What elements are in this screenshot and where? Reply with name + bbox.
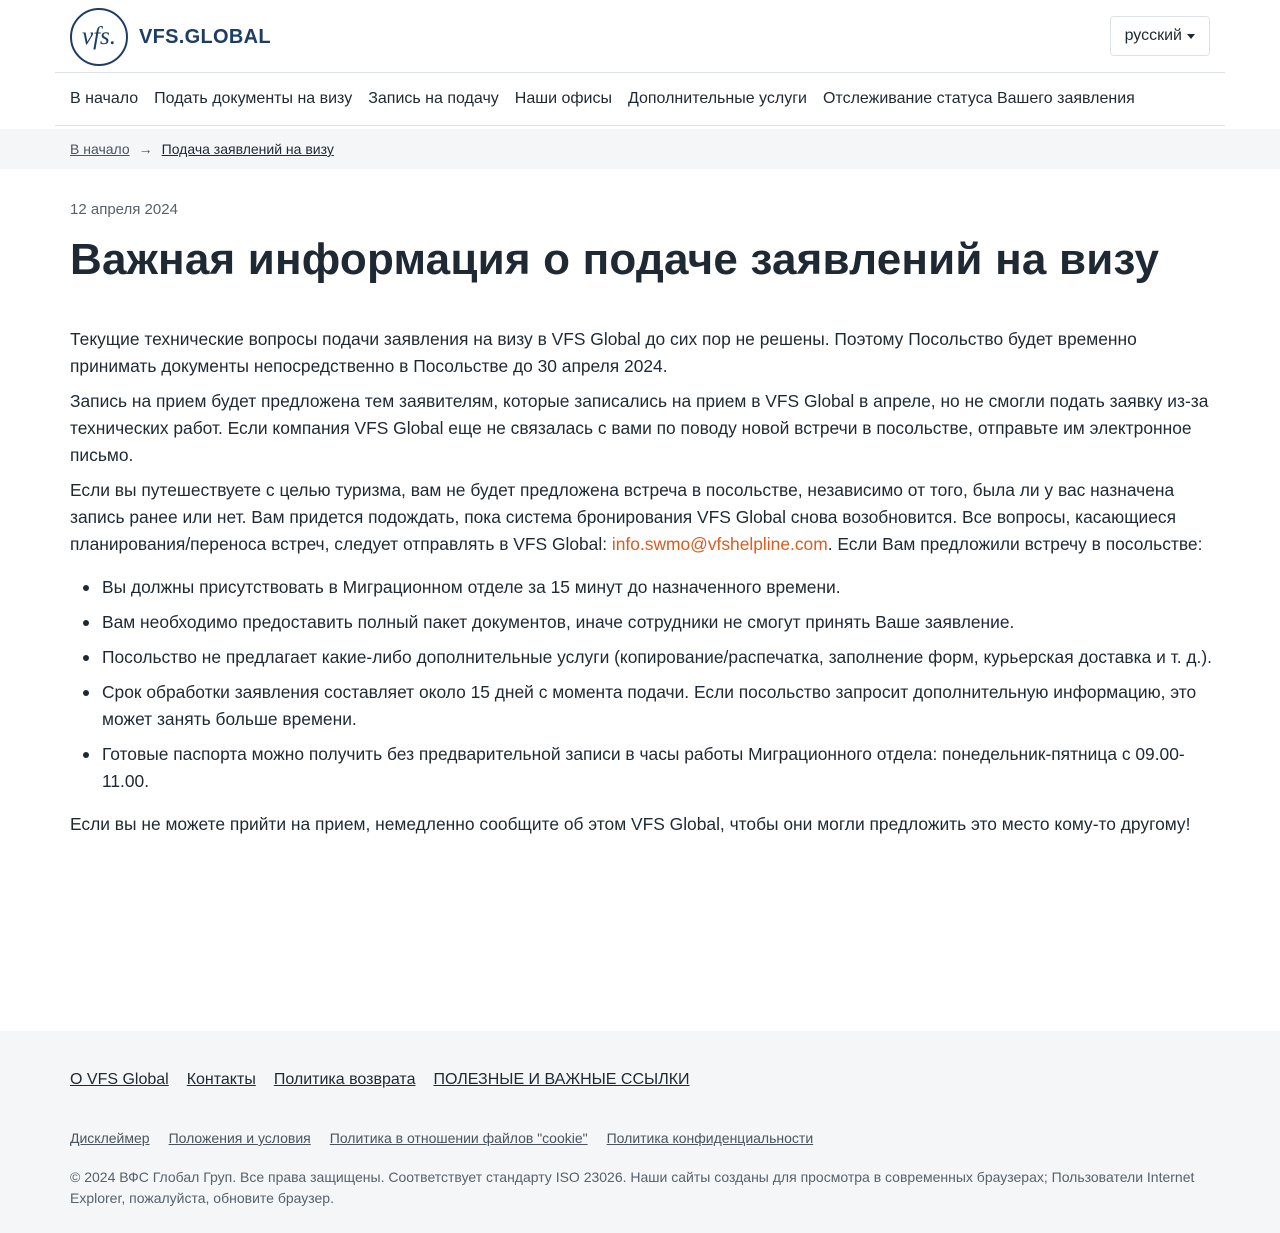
- requirements-list: [70, 574, 1215, 795]
- list-item: Готовые паспорта можно получить без предварительной записи в часы работы Миграционного отдела: понедельник-пятница с 09.00-11.00.: [70, 741, 1215, 795]
- page-title: Важная информация о подаче заявлений на визу: [70, 235, 1160, 284]
- vfs-global-logo[interactable]: [70, 8, 271, 66]
- breadcrumb-home-link[interactable]: В начало: [70, 141, 130, 157]
- nav-item-home[interactable]: В начало: [70, 90, 139, 107]
- footer-link-disclaimer[interactable]: Дисклеймер: [70, 1130, 150, 1146]
- nav-item-offices[interactable]: Наши офисы: [514, 90, 612, 107]
- caret-down-icon: [1187, 34, 1195, 39]
- footer-link-cookie-policy[interactable]: Политика в отношении файлов "cookie": [329, 1130, 588, 1146]
- paragraph-3: [70, 477, 1215, 558]
- footer-link-about[interactable]: О VFS Global: [70, 1071, 169, 1088]
- arrow-right-icon: →: [138, 141, 153, 157]
- nav-item-services[interactable]: Дополнительные услуги: [627, 90, 807, 107]
- paragraph-4: Если вы не можете прийти на прием, немедленно сообщите об этом VFS Global, чтобы они могли предложить это место кому-то другому!: [70, 814, 1191, 834]
- footer-link-terms[interactable]: Положения и условия: [168, 1130, 311, 1146]
- nav-item-track-status[interactable]: Отслеживание статуса Вашего заявления: [822, 90, 1135, 107]
- article: [70, 200, 1215, 846]
- main-nav: [55, 73, 1225, 126]
- list-item: Срок обработки заявления составляет около 15 дней с момента подачи. Если посольство запросит дополнительную информацию, это может занять больше времени.: [70, 679, 1215, 733]
- breadcrumb-bar: [0, 129, 1280, 169]
- vfs-logo-text: VFS.GLOBAL: [139, 25, 271, 48]
- copyright-text: © 2024 ВФС Глобал Груп. Все права защищены. Соответствует стандарту ISO 23026. Наши сайты созданы для просмотра в современных браузерах; Пользователи Internet Explorer, пожалуйста, обновите браузер.: [70, 1169, 1195, 1206]
- article-date: 12 апреля 2024: [70, 201, 178, 218]
- breadcrumb: [70, 129, 334, 169]
- email-link[interactable]: info.swmo@vfshelpline.com: [611, 534, 828, 554]
- site-header: [55, 0, 1225, 73]
- vfs-logo-mark: vfs.: [70, 8, 128, 66]
- footer-legal-links: [70, 1130, 832, 1146]
- paragraph-3-text: Если вы путешествуете с целью туризма, вам не будет предложена встреча в посольстве, независимо от того, была ли у вас назначена запись ранее или нет. Вам придется подождать, пока система бронирования VFS Global снова возобновится. Все вопросы, касающиеся планирования/переноса встреч, следует отправлять в VFS Global:: [70, 480, 1177, 554]
- site-footer: [0, 1031, 1280, 1233]
- footer-main-links: [70, 1071, 708, 1089]
- nav-item-appointment[interactable]: Запись на подачу: [368, 90, 499, 107]
- breadcrumb-current[interactable]: Подача заявлений на визу: [161, 141, 334, 157]
- list-item: Вы должны присутствовать в Миграционном отделе за 15 минут до назначенного времени.: [70, 574, 1215, 601]
- list-item: Посольство не предлагает какие-либо дополнительные услуги (копирование/распечатка, заполнение форм, курьерская доставка и т. д.).: [70, 644, 1215, 671]
- paragraph-3-tail: . Если Вам предложили встречу в посольстве:: [827, 534, 1203, 554]
- nav-item-apply[interactable]: Подать документы на визу: [154, 90, 353, 107]
- article-body: [70, 326, 1215, 838]
- paragraph-2: Запись на прием будет предложена тем заявителям, которые записались на прием в VFS Global в апреле, но не смогли подать заявку из-за технических работ. Если компания VFS Global еще не связалась с вами по поводу новой встречи в посольстве, отправьте им электронное письмо.: [70, 391, 1209, 465]
- footer-link-contacts[interactable]: Контакты: [186, 1071, 256, 1088]
- paragraph-1: Текущие технические вопросы подачи заявления на визу в VFS Global до сих пор не решены. Поэтому Посольство будет временно принимать документы непосредственно в Посольстве до 30 апреля 2024.: [70, 329, 1137, 376]
- footer-link-privacy-policy[interactable]: Политика конфиденциальности: [606, 1130, 814, 1146]
- footer-link-useful-links[interactable]: ПОЛЕЗНЫЕ И ВАЖНЫЕ ССЫЛКИ: [433, 1071, 690, 1088]
- language-select[interactable]: [1110, 16, 1210, 56]
- list-item: Вам необходимо предоставить полный пакет документов, иначе сотрудники не смогут принять Ваше заявление.: [70, 609, 1215, 636]
- language-label: русский: [1124, 27, 1182, 44]
- footer-link-refund-policy[interactable]: Политика возврата: [273, 1071, 416, 1088]
